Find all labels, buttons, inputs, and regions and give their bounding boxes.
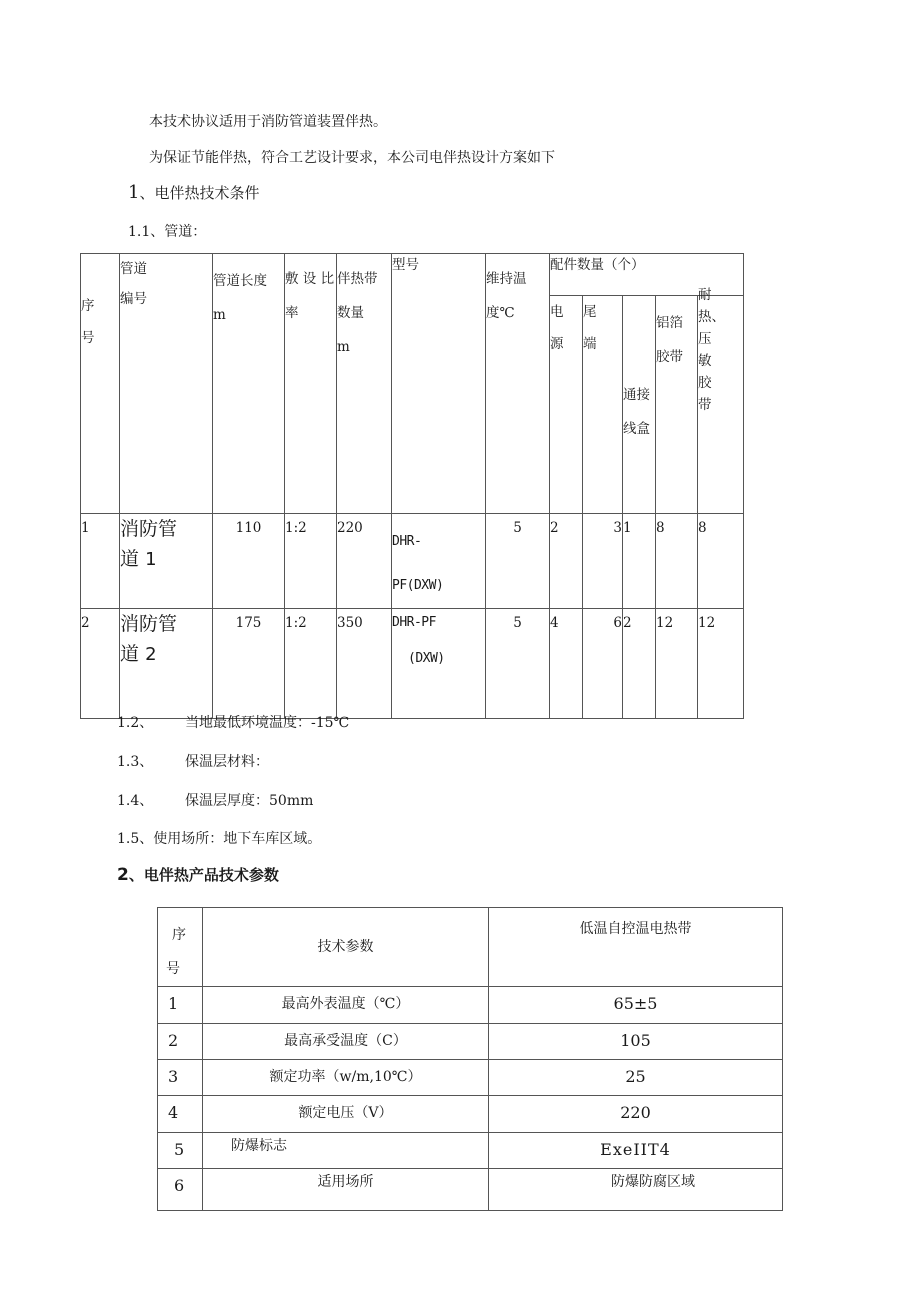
header-foil-b: 胶带 [656,349,683,365]
param-cell-param: 防爆标志 [203,1133,489,1169]
cell-pipe-name [120,514,213,609]
header-model-text: 型号 [392,257,419,273]
param-header-param [203,908,489,987]
param-header-param-text: 技术参数 [317,939,374,955]
cell-pipe-name-number: 2 [145,644,157,665]
subsection-1-2 [117,712,350,732]
param-cell-seq: 3 [158,1060,203,1096]
cell-tail: 3 [583,514,623,609]
header-heat-tape [698,287,744,514]
subsection-1-3-text: 保温层材料： [185,754,269,770]
param-cell-value: 220 [489,1096,783,1133]
cell-model-b: (DXW) [408,651,445,666]
section-1-heading [128,182,259,203]
param-header-product [489,908,783,987]
table-row [158,1133,783,1169]
header-foil-a: 铝箔 [656,315,683,331]
header-junction [623,296,656,514]
header-heat-d: 敏 [698,353,712,369]
header-tape-c: m [337,339,350,355]
cell-tape: 350 [337,609,392,719]
cell-pipe-name-number: 1 [145,549,157,570]
cell-seq: 1 [81,514,120,609]
header-tape-b: 数量 [337,305,364,321]
cell-heat-tape: 8 [698,514,744,609]
header-junction-a: 通接 [623,387,650,403]
cell-ratio: 1:2 [285,609,337,719]
subsection-1-4-number: 1.4、 [117,793,154,809]
param-cell-param: 适用场所 [203,1169,489,1211]
header-heat-b: 热、 [698,309,725,325]
header-heat-c: 压 [698,331,712,347]
cell-power: 4 [550,609,583,719]
header-accessories-text: 配件数量（个） [550,257,645,273]
header-power-a: 电 [550,304,564,320]
cell-model-a: DHR-PF [392,615,436,630]
header-seq-a: 序 [81,298,95,314]
header-seq [81,254,120,514]
param-table-header-row [158,908,783,987]
intro-line-1: 本技术协议适用于消防管道装置伴热。 [149,114,387,130]
cell-tail: 6 [583,609,623,719]
subsection-1-5: 1.5、使用场所：地下车库区域。 [117,831,322,847]
cell-pipe-name-b-text: 道 [120,643,140,665]
subsection-1-4 [117,790,314,810]
section-2-title: 、电伴热产品技术参数 [128,866,279,884]
section-2-heading [117,864,279,885]
header-power-b: 源 [550,336,564,352]
header-foil [656,296,698,514]
header-length [213,254,285,514]
param-cell-param: 最高承受温度（C） [203,1024,489,1060]
header-tape [337,254,392,514]
header-ratio [285,254,337,514]
header-length-b: m [213,307,226,323]
header-pipe-no [120,254,213,514]
param-table [157,907,783,1211]
param-header-product-text: 低温自控温电热带 [579,921,692,937]
header-temp [486,254,550,514]
param-cell-value: 65±5 [489,987,783,1024]
param-cell-value: 105 [489,1024,783,1060]
cell-pipe-name-a: 消防管 [120,613,178,635]
cell-model [392,609,486,719]
cell-length: 175 [213,609,285,719]
section-1-number: 1 [128,182,140,203]
header-pipe-no-a: 管道 [120,261,147,277]
header-ratio-a: 敷 设 比 [285,271,335,287]
table-row [158,1096,783,1133]
header-seq-b: 号 [81,330,95,346]
cell-heat-tape: 12 [698,609,744,719]
header-temp-a: 维持温 [486,271,527,287]
cell-pipe-name [120,609,213,719]
param-cell-seq: 6 [158,1169,203,1211]
cell-tape: 220 [337,514,392,609]
cell-model-b: PF(DXW) [392,578,444,593]
header-tape-a: 伴热带 [337,271,378,287]
cell-temp: 5 [486,609,550,719]
param-header-seq [158,908,203,987]
param-cell-seq: 1 [158,987,203,1024]
cell-foil: 8 [656,514,698,609]
cell-model [392,514,486,609]
header-junction-b: 线盒 [623,421,650,437]
header-power [550,296,583,514]
cell-power: 2 [550,514,583,609]
header-length-a: 管道长度 [213,273,267,289]
pipe-table-header-row [81,254,744,296]
param-cell-seq: 5 [158,1133,203,1169]
cell-length: 110 [213,514,285,609]
subsection-1-3-number: 1.3、 [117,754,154,770]
table-row [158,1024,783,1060]
subsection-1-2-text: 当地最低环境温度：-15℃ [185,715,350,731]
cell-ratio: 1:2 [285,514,337,609]
intro-line-2: 为保证节能伴热，符合工艺设计要求，本公司电伴热设计方案如下 [149,150,555,166]
section-2-number: 2 [117,865,129,885]
param-cell-value: 防爆防腐区域 [489,1169,783,1211]
subsection-1-2-number: 1.2、 [117,715,154,731]
param-cell-value: 25 [489,1060,783,1096]
header-tail-b: 端 [583,336,597,352]
param-cell-seq: 2 [158,1024,203,1060]
table-row [81,514,744,609]
cell-pipe-name-a: 消防管 [120,518,178,540]
param-cell-seq: 4 [158,1096,203,1133]
header-model [392,254,486,514]
header-tail [583,296,623,514]
subsection-1-1: 1.1、管道： [128,224,207,240]
param-cell-param: 额定电压（V） [203,1096,489,1133]
header-tail-a: 尾 [583,304,597,320]
header-heat-a: 耐 [698,287,712,303]
section-1-title: 、电伴热技术条件 [139,184,260,202]
header-temp-b: 度℃ [486,305,515,321]
pipe-table [80,253,744,719]
cell-temp: 5 [486,514,550,609]
cell-model-a: DHR- [392,534,422,549]
subsection-1-4-text: 保温层厚度：50mm [185,793,314,809]
cell-junction: 1 [623,514,656,609]
header-heat-f: 带 [698,397,712,413]
table-row [158,1169,783,1211]
cell-pipe-name-b-text: 道 [120,548,140,570]
param-cell-param: 额定功率（w/m,10℃） [203,1060,489,1096]
cell-junction: 2 [623,609,656,719]
table-row [158,1060,783,1096]
cell-pipe-name-b [120,639,212,670]
header-heat-e: 胶 [698,375,712,391]
param-header-seq-b: 号 [166,961,180,977]
header-ratio-b: 率 [285,305,299,321]
header-pipe-no-b: 编号 [120,291,147,307]
subsection-1-3 [117,751,269,771]
cell-pipe-name-b [120,544,212,575]
table-row [81,609,744,719]
param-header-seq-a: 序 [172,927,186,943]
param-cell-param: 最高外表温度（℃） [203,987,489,1024]
cell-seq: 2 [81,609,120,719]
cell-foil: 12 [656,609,698,719]
table-row [158,987,783,1024]
param-cell-value: ExeIIT4 [489,1133,783,1169]
